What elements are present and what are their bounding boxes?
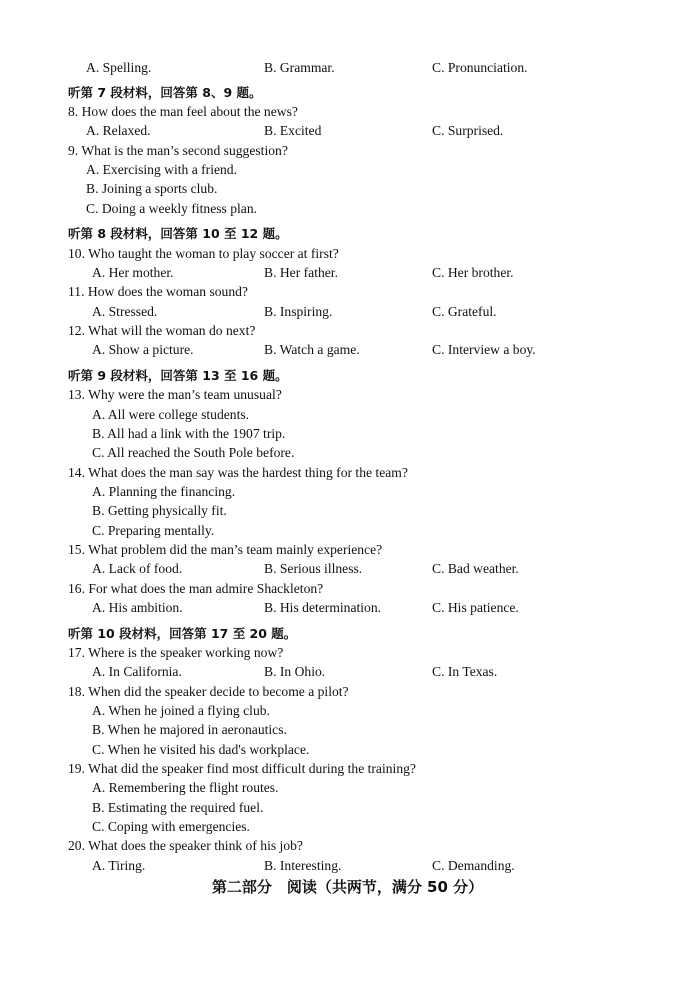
q16-option-b: B. His determination.: [264, 600, 382, 615]
q18-option-b: B. When he majored in aeronautics.: [92, 722, 287, 737]
q11-option-a: A. Stressed.: [92, 304, 158, 319]
section-header-7: 听第 7 段材料，回答第 8、9 题。: [68, 85, 262, 100]
section-header-8: 听第 8 段材料，回答第 10 至 12 题。: [68, 226, 288, 241]
q17-option-b: B. In Ohio.: [264, 664, 326, 679]
q9-stem: 9. What is the man’s second suggestion?: [68, 143, 288, 158]
q10-option-b: B. Her father.: [264, 265, 338, 280]
q19-option-a: A. Remembering the flight routes.: [92, 780, 279, 795]
q13-stem: 13. Why were the man’s team unusual?: [68, 387, 282, 402]
q8-option-b: B. Excited: [264, 123, 322, 138]
q11-option-c: C. Grateful.: [432, 304, 497, 319]
q18-stem: 18. When did the speaker decide to become a pilot?: [68, 684, 349, 699]
q14-option-b: B. Getting physically fit.: [92, 503, 227, 518]
q15-option-a: A. Lack of food.: [92, 561, 183, 576]
q13-option-c: C. All reached the South Pole before.: [92, 445, 295, 460]
q18-option-c: C. When he visited his dad's workplace.: [92, 742, 310, 757]
section-two-title: 第二部分 阅读（共两节，满分 50 分）: [211, 878, 484, 896]
q20-option-b: B. Interesting.: [264, 858, 342, 873]
section-header-9: 听第 9 段材料，回答第 13 至 16 题。: [68, 368, 288, 383]
q16-option-a: A. His ambition.: [92, 600, 183, 615]
q10-option-c: C. Her brother.: [432, 265, 514, 280]
q12-stem: 12. What will the woman do next?: [68, 323, 256, 338]
q20-option-a: A. Tiring.: [92, 858, 146, 873]
q12-option-c: C. Interview a boy.: [432, 342, 536, 357]
q16-stem: 16. For what does the man admire Shackleton?: [68, 581, 324, 596]
q14-option-c: C. Preparing mentally.: [92, 523, 215, 538]
q18-option-a: A. When he joined a flying club.: [92, 703, 270, 718]
q14-stem: 14. What does the man say was the hardest thing for the team?: [68, 465, 408, 480]
q10-stem: 10. Who taught the woman to play soccer at first?: [68, 246, 339, 261]
q9-option-a: A. Exercising with a friend.: [86, 162, 237, 177]
q8-stem: 8. How does the man feel about the news?: [68, 104, 298, 119]
q15-option-c: C. Bad weather.: [432, 561, 519, 576]
q17-option-a: A. In California.: [92, 664, 182, 679]
q15-stem: 15. What problem did the man’s team mainly experience?: [68, 542, 383, 557]
q20-stem: 20. What does the speaker think of his job?: [68, 838, 303, 853]
q15-option-b: B. Serious illness.: [264, 561, 363, 576]
q20-option-c: C. Demanding.: [432, 858, 515, 873]
q9-option-c: C. Doing a weekly fitness plan.: [86, 201, 258, 216]
q11-stem: 11. How does the woman sound?: [68, 284, 248, 299]
q8-option-c: C. Surprised.: [432, 123, 504, 138]
q7-option-b: B. Grammar.: [264, 60, 335, 75]
q13-option-b: B. All had a link with the 1907 trip.: [92, 426, 286, 441]
q12-option-b: B. Watch a game.: [264, 342, 360, 357]
q19-option-b: B. Estimating the required fuel.: [92, 800, 264, 815]
q19-option-c: C. Coping with emergencies.: [92, 819, 250, 834]
q10-option-a: A. Her mother.: [92, 265, 174, 280]
section-header-10: 听第 10 段材料，回答第 17 至 20 题。: [68, 626, 297, 641]
q7-option-c: C. Pronunciation.: [432, 60, 528, 75]
q7-option-a: A. Spelling.: [86, 60, 152, 75]
q14-option-a: A. Planning the financing.: [92, 484, 236, 499]
q12-option-a: A. Show a picture.: [92, 342, 194, 357]
q17-stem: 17. Where is the speaker working now?: [68, 645, 284, 660]
q13-option-a: A. All were college students.: [92, 407, 250, 422]
q19-stem: 19. What did the speaker find most difficult during the training?: [68, 761, 416, 776]
q17-option-c: C. In Texas.: [432, 664, 498, 679]
q8-option-a: A. Relaxed.: [86, 123, 151, 138]
q11-option-b: B. Inspiring.: [264, 304, 333, 319]
q16-option-c: C. His patience.: [432, 600, 519, 615]
q9-option-b: B. Joining a sports club.: [86, 181, 218, 196]
